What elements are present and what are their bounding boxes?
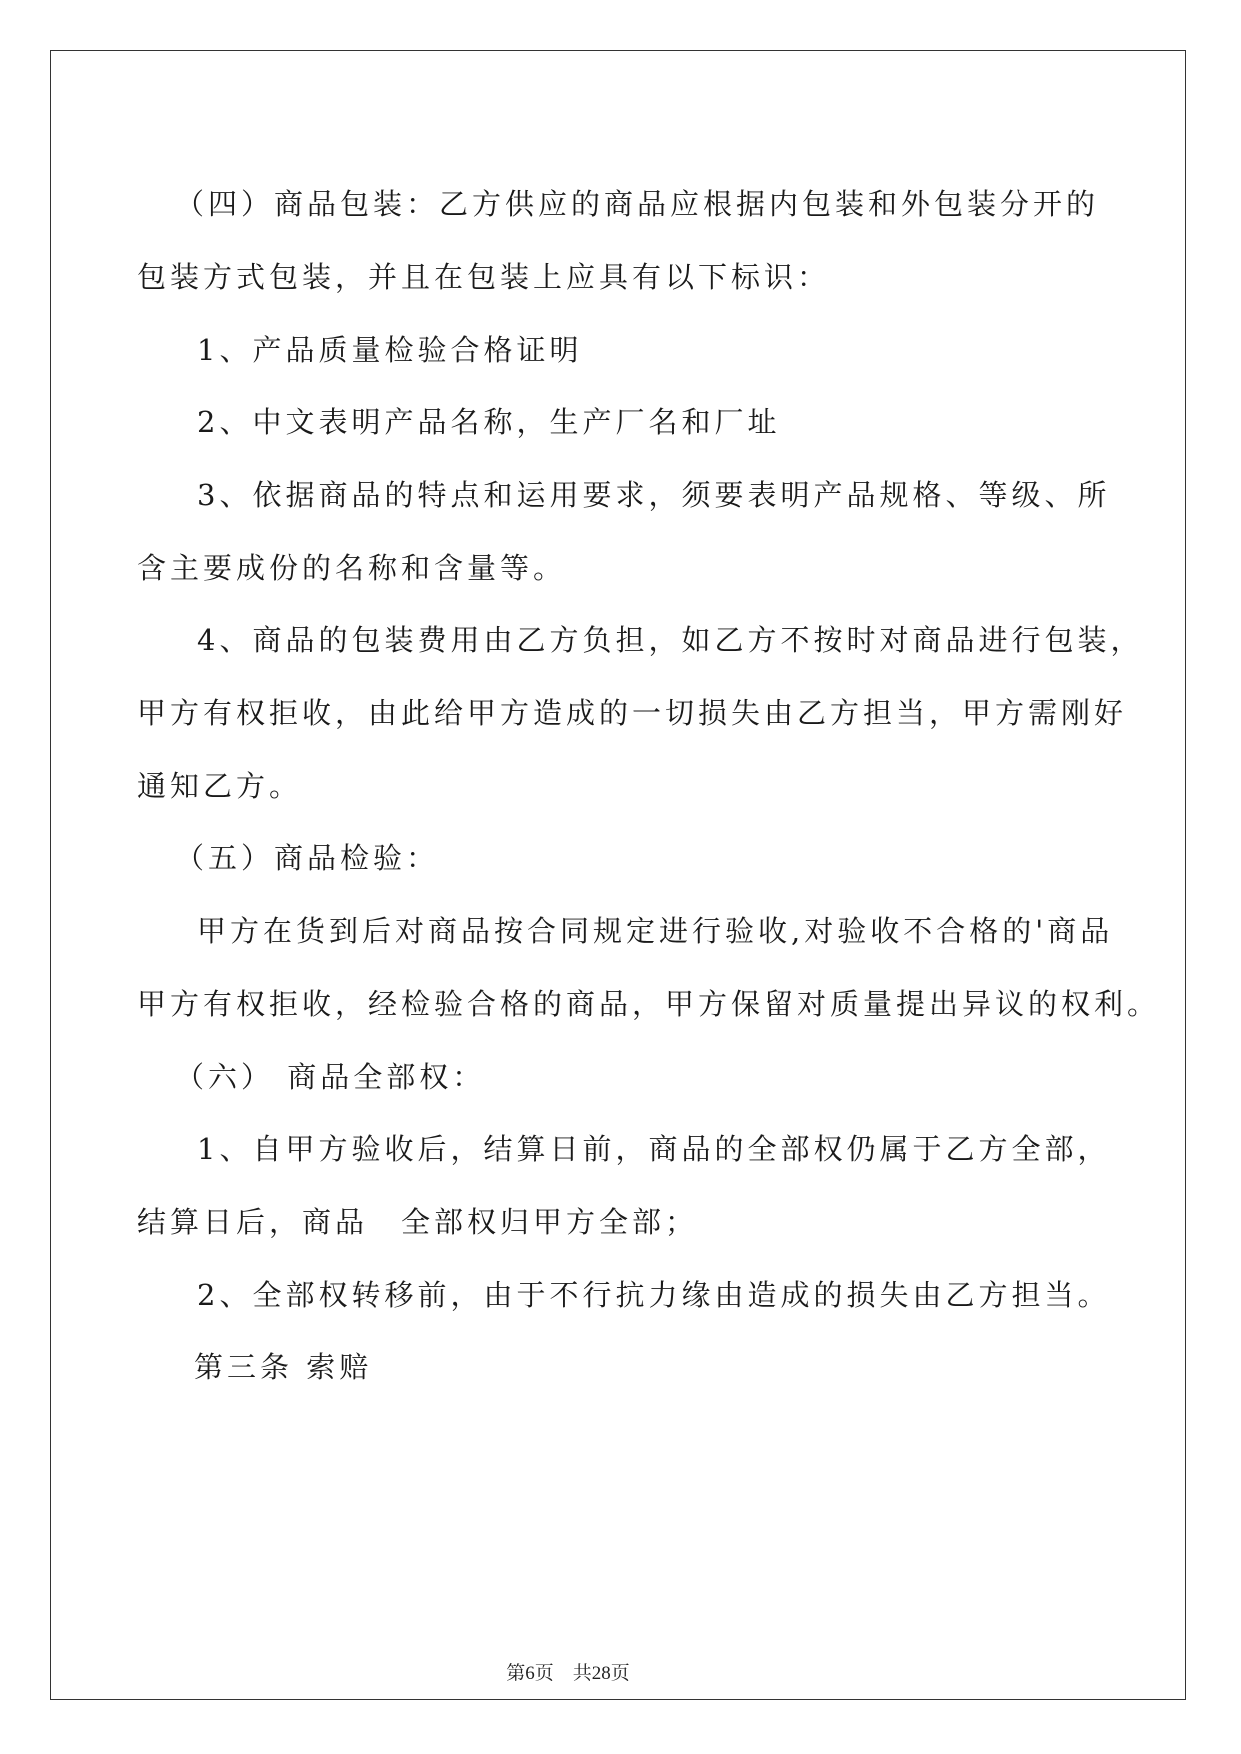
paragraph-line: 4、商品的包装费用由乙方负担，如乙方不按时对商品进行包装， [197, 623, 1144, 657]
paragraph-line: 甲方有权拒收，由此给甲方造成的一切损失由乙方担当，甲方需刚好 [137, 696, 1128, 730]
paragraph-line: 含主要成份的名称和含量等。 [137, 551, 567, 585]
paragraph-line: 包装方式包装，并且在包装上应具有以下标识： [137, 260, 831, 294]
paragraph-line: 甲方有权拒收，经检验合格的商品，甲方保留对质量提出异议的权利。 [137, 987, 1161, 1021]
paragraph-line: 通知乙方。 [137, 769, 303, 803]
paragraph-line: 2、全部权转移前，由于不行抗力缘由造成的损失由乙方担当。 [197, 1278, 1111, 1312]
paragraph-line: （四）商品包装：乙方供应的商品应根据内包装和外包装分开的 [175, 187, 1100, 221]
paragraph-line: （六） 商品全部权： [175, 1060, 486, 1094]
paragraph-line: 1、产品质量检验合格证明 [197, 333, 583, 367]
document-page [50, 50, 1186, 1700]
paragraph-line: 1、自甲方验收后，结算日前，商品的全部权仍属于乙方全部， [197, 1132, 1111, 1166]
paragraph-line: 2、中文表明产品名称，生产厂名和厂址 [197, 405, 781, 439]
section-heading: 第三条 索赔 [194, 1350, 373, 1384]
paragraph-line: 结算日后，商品 全部权归甲方全部； [137, 1205, 699, 1239]
paragraph-line: 3、依据商品的特点和运用要求，须要表明产品规格、等级、所 [197, 478, 1111, 512]
paragraph-line: 甲方在货到后对商品按合同规定进行验收,对验收不合格的'商品 [197, 914, 1114, 948]
page-number-footer: 第6页 共28页 [506, 1663, 630, 1684]
paragraph-line: （五）商品检验： [175, 841, 440, 875]
